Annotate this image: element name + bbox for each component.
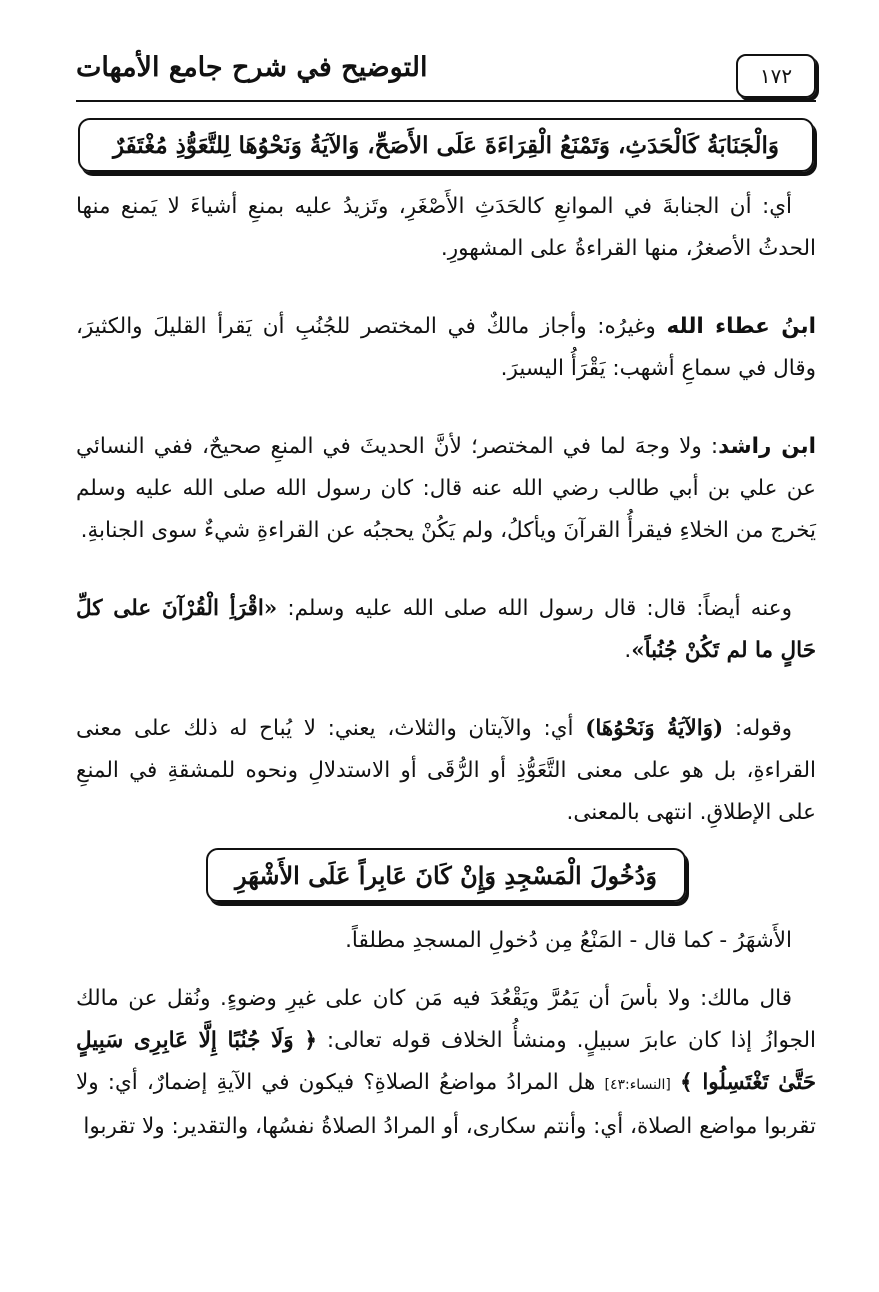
header-rule (76, 100, 816, 102)
paragraph-7-text-1: قال مالك: ولا بأسَ أن يَمُرَّ ويَقْعُدَ فيه مَن كان على غيرِ وضوءٍ. ونُقل عن مالك الجوازُ إذا كان عابرَ سبيلٍ. ومنشأُ الخلاف قوله تعالى: (76, 986, 817, 1053)
paragraph-4-text: وعنه أيضاً: قال: قال رسول الله صلى الله عليه وسلم: (277, 596, 792, 621)
book-page (76, 48, 816, 1248)
commentary-paragraph-4 (76, 588, 816, 672)
paragraph-5-start: وقوله: (723, 716, 792, 741)
scholar-name-ibn-rashid: ابن راشد (718, 434, 816, 459)
matn-text-masjid: وَدُخُولَ الْمَسْجِدِ وَإِنْ كَانَ عَابِراً عَلَى الأَشْهَرِ (235, 860, 657, 890)
page-header (76, 48, 816, 102)
matn-text-janaba: وَالْجَنَابَةُ كَالْحَدَثِ، وَتَمْنَعُ الْقِرَاءَةَ عَلَى الأَصَحِّ، وَالآيَةُ وَنَحْوُهَا لِلتَّعَوُّذِ مُغْتَفَرٌ (112, 131, 780, 159)
matn-quote-ayah: (وَالآيَةُ وَنَحْوُهَا) (585, 716, 724, 741)
paragraph-4-end: . (624, 638, 632, 663)
scholar-name-ibn-ataillah: ابنُ عطاء الله (666, 314, 817, 339)
hadith-quote: «اقْرَأِ الْقُرْآنَ على كلِّ حَالٍ ما لم تَكُنْ جُنُباً» (76, 596, 816, 663)
quran-ayah: ﴿ وَلَا جُنُبًا إِلَّا عَابِرِى سَبِيلٍ حَتَّىٰ تَغْتَسِلُوا ﴾ (76, 1028, 816, 1095)
matn-box-janaba (78, 118, 814, 172)
commentary-paragraph-7 (76, 978, 816, 1148)
commentary-paragraph-1: أي: أن الجنابةَ في الموانعِ كالحَدَثِ الأَصْغَرِ، وتَزيدُ عليه بمنعِ أشياءَ لا يَمنع منها الحدثُ الأصغرُ، منها القراءةُ على المشهورِ. (76, 194, 816, 261)
commentary-paragraph-6: الأَشهَرُ - كما قال - المَنْعُ مِن دُخولِ المسجدِ مطلقاً. (345, 928, 792, 953)
commentary-paragraph-5 (76, 708, 816, 834)
matn-box-masjid (206, 848, 686, 902)
paragraph-2-text: وغيرُه: وأجاز مالكٌ في المختصر للجُنُبِ أن يَقرأ القليلَ والكثيرَ، وقال في سماعِ أشهب: يَقْرَأُ اليسيرَ. (76, 314, 816, 381)
paragraph-7-text-2: هل المرادُ مواضعُ الصلاةِ؟ فيكون في الآيةِ إضمارٌ، أي: ولا تقربوا مواضع الصلاة، أي: وأنتم سكارى، أو المرادُ الصلاةُ نفسُها، والتقدير: ولا تقربوا (76, 1070, 816, 1139)
commentary-paragraph-3 (76, 426, 816, 552)
commentary-paragraph-2 (76, 306, 816, 390)
paragraph-3-text: : ولا وجهَ لما في المختصر؛ لأنَّ الحديثَ في المنعِ صحيحٌ، ففي النسائي عن علي بن أبي طالب رضي الله عنه قال: كان رسول الله صلى الله عليه وسلم يَخرج من الخلاءِ فيقرأُ القرآنَ ويأكلُ، ولم يَكُنْ يحجبُه عن القراءةِ شيءٌ سوى الجنابةِ. (76, 434, 816, 543)
paragraph-5-text: أي: والآيتان والثلاث، يعني: لا يُباح له ذلك على معنى القراءةِ، بل هو على معنى التَّعَوُّذِ أو الرُّقَى أو الاستدلالِ ونحوه للمشقةِ في المنعِ على الإطلاقِ. انتهى بالمعنى. (76, 716, 816, 825)
page-number: ١٧٢ (736, 54, 816, 98)
running-title: التوضيح في شرح جامع الأمهات (76, 52, 428, 83)
ayah-reference: [النساء:٤٣] (604, 1077, 671, 1093)
